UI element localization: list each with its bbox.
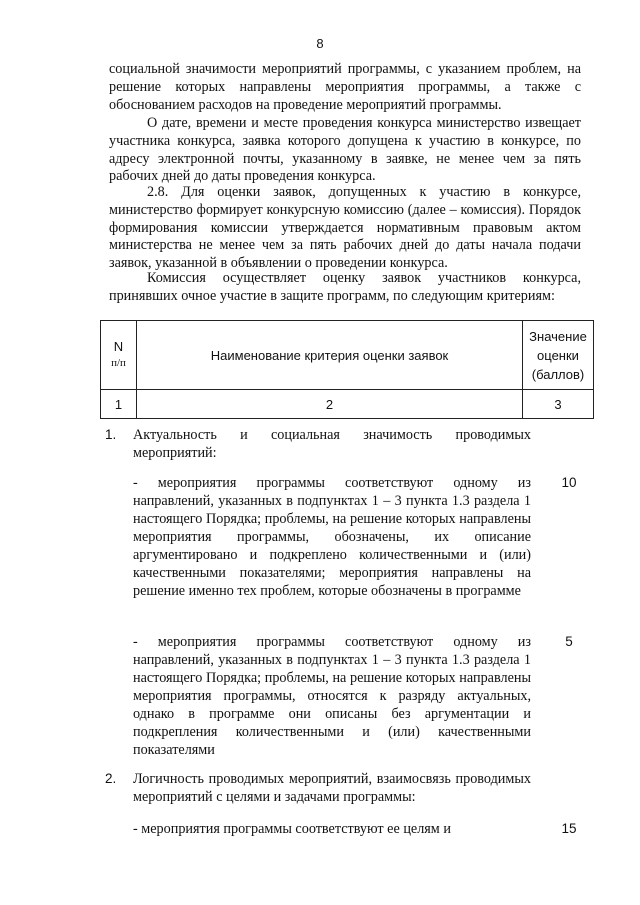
criteria-table-header xyxy=(100,320,594,419)
paragraph-text: Комиссия осуществляет оценку заявок участников конкурса, принявших очное участие в защите программ, по следующим критериям: xyxy=(109,270,581,304)
column-number-3: 3 xyxy=(523,390,594,419)
criterion-title: Логичность проводимых мероприятий, взаимосвязь проводимых мероприятий с целями и задачами программы: xyxy=(133,771,531,805)
paragraph-criteria-intro xyxy=(109,270,581,306)
paragraph-text: социальной значимости мероприятий программы, с указанием проблем, на решение которых направлены мероприятия программы, а также с обоснованием расходов на проведение мероприятий программы. xyxy=(109,61,581,113)
criterion-item-score: 10 xyxy=(561,475,577,490)
criterion-item-text: - мероприятия программы соответствуют одному из направлений, указанных в подпунктах 1 – 3 пункта 1.3 раздела 1 настоящего Порядка; проблемы, на решение которых направлены мероприятия программы, обозначены, их описание аргументировано и подкреплено количественными и (или) качественными показателями; мероприятия направлены на решение именно тех проблем, которые обозначены в программе xyxy=(133,475,531,599)
column-number-2: 2 xyxy=(137,390,523,419)
header-name-cell: Наименование критерия оценки заявок xyxy=(137,321,523,390)
header-number-sub: п/п xyxy=(111,357,126,369)
criterion-item-text: - мероприятия программы соответствуют одному из направлений, указанных в подпунктах 1 – 3 пункта 1.3 раздела 1 настоящего Порядка; проблемы, на решение которых направлены мероприятия программы, относятся к разряду актуальных, однако в программе они описаны без аргументации и подкрепления количественными и (или) качественными показателями xyxy=(133,634,531,758)
header-number-cell xyxy=(101,321,137,390)
criterion-item-score: 5 xyxy=(565,634,573,649)
criterion-number: 2. xyxy=(105,771,117,786)
criterion-number: 1. xyxy=(105,427,117,442)
page-number: 8 xyxy=(316,36,324,51)
paragraph-continuation xyxy=(109,61,581,114)
paragraph-text: 2.8. Для оценки заявок, допущенных к участию в конкурсе, министерство формирует конкурсную комиссию (далее – комиссия). Порядок формирования комиссии утверждается нормативным правовым актом министерства не менее чем за пять рабочих дней до даты начала подачи заявок, указанной в объявлении о проведении конкурса. xyxy=(109,184,581,272)
header-value-cell: Значение оценки (баллов) xyxy=(523,321,594,390)
criterion-title: Актуальность и социальная значимость проводимых мероприятий: xyxy=(133,427,531,461)
table-column-numbers-row xyxy=(101,390,594,419)
table-header-row xyxy=(101,321,594,390)
criterion-item-text: - мероприятия программы соответствуют ее целям и xyxy=(133,821,451,837)
paragraph-notification xyxy=(109,115,581,186)
header-number: N xyxy=(113,339,124,354)
criterion-item-score: 15 xyxy=(561,821,577,836)
paragraph-commission xyxy=(109,184,581,273)
paragraph-text: О дате, времени и месте проведения конкурса министерство извещает участника конкурса, заявка которого допущена к участию в конкурсе, по адресу электронной почты, указанному в заявке, не менее чем за пять рабочих дней до даты проведения конкурса. xyxy=(109,115,581,185)
column-number-1: 1 xyxy=(101,390,137,419)
